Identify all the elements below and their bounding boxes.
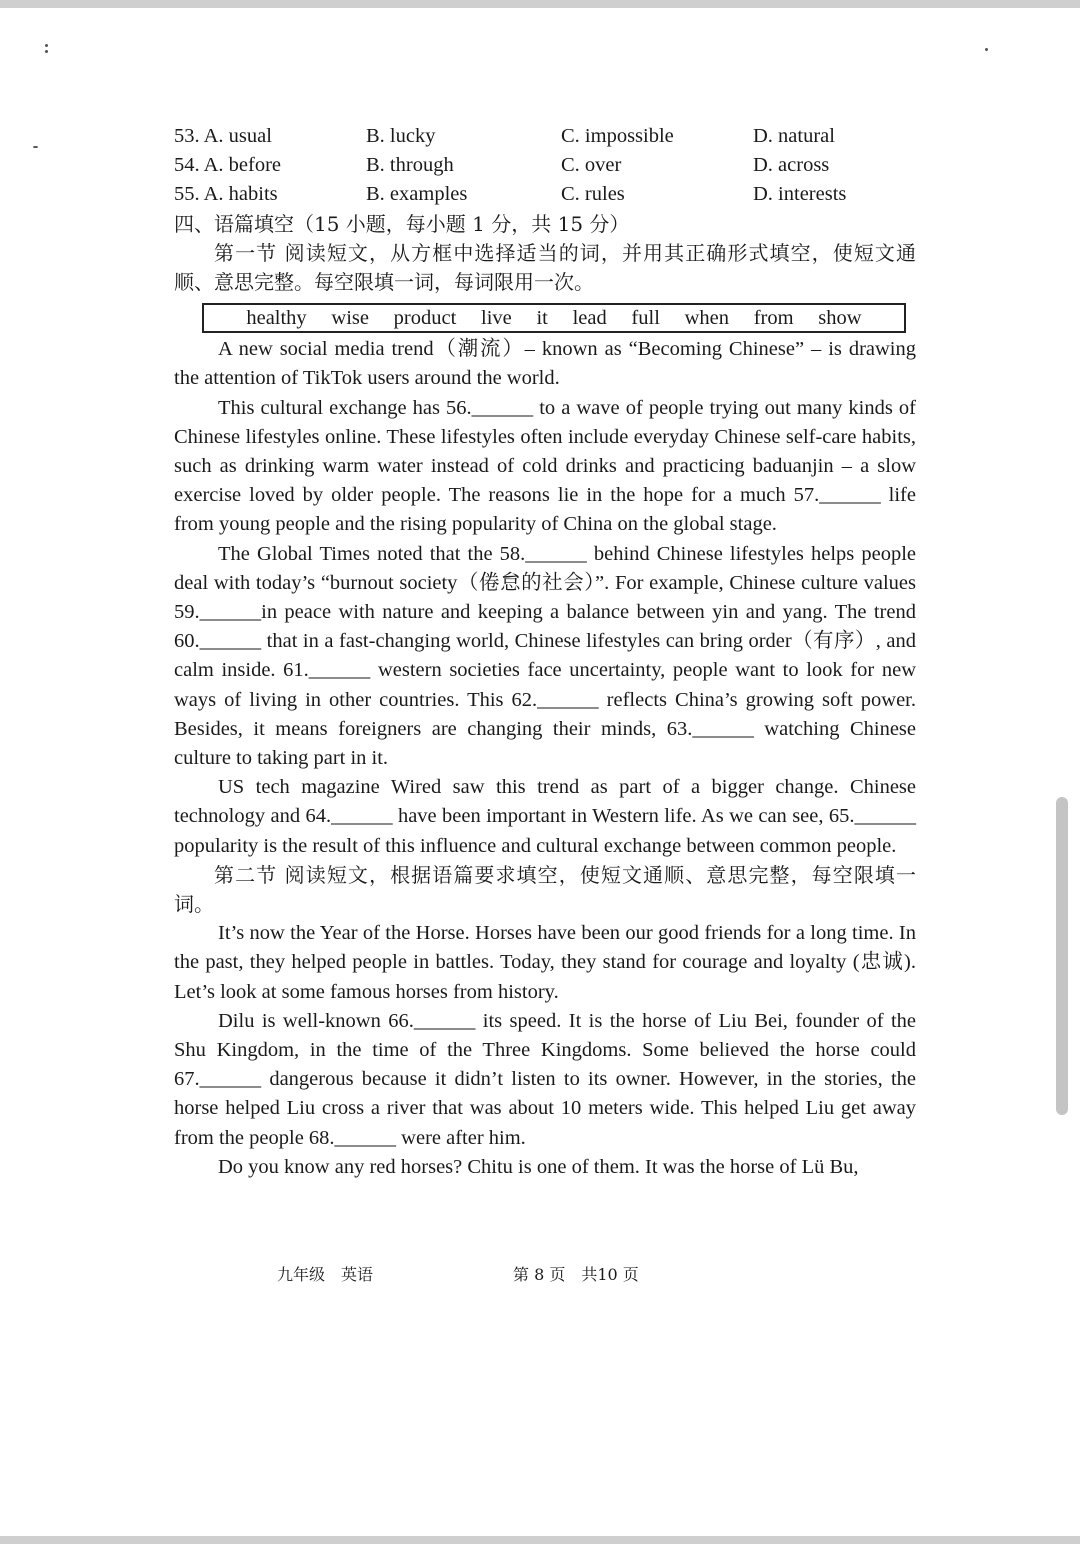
word-box-item: from — [753, 306, 794, 329]
option-a: 53. A. usual — [174, 125, 272, 147]
scan-speck — [45, 44, 48, 47]
passage-two-paragraph: Dilu is well-known 66.______ its speed. It is the horse of Liu Bei, founder of the Shu Kingdom, in the time of the Three Kingdoms. Some believed the horse could 67.______ dangerous because it didn’t listen to its owner. However, in the stories, the horse helped Liu cross a river that was about 10 meters wide. This helped Liu get away from the people 68.______ were after him. — [174, 1009, 916, 1149]
word-box-item: product — [393, 306, 457, 329]
option-a: 55. A. habits — [174, 183, 278, 206]
word-box-item: wise — [331, 306, 369, 329]
passage-two-paragraph: It’s now the Year of the Horse. Horses have been our good friends for a long time. In the past, they helped people in battles. Today, they stand for courage and loyalty (忠诚). Let’s look at some famous horses from history. — [174, 922, 916, 1003]
option-b: B. through — [366, 154, 454, 177]
passage-one-paragraph: The Global Times noted that the 58.______ behind Chinese lifestyles helps people deal with today’s “burnout society（倦怠的社会）”. For example, Chinese culture values 59.______in peace with nature and keeping a balance between yin and yang. The trend 60.______ that in a fast-changing world, Chinese lifestyles can bring order（有序）, and calm inside. 61.______ western societies face uncertainty, people want to look for new ways of living in other countries. This 62.______ reflects China’s growing soft power. Besides, it means foreigners are changing their minds, 63.______ watching Chinese culture to taking part in it. — [174, 542, 916, 770]
part-one-instruction: 第一节 阅读短文，从方框中选择适当的词，并用其正确形式填空，使短文通顺、意思完整。每空限填一词，每词限用一次。 — [174, 240, 916, 294]
passage-two-paragraph: Do you know any red horses? Chitu is one of them. It was the horse of Lü Bu, — [218, 1155, 859, 1178]
scrollbar-thumb[interactable] — [1056, 797, 1068, 1115]
passage-one-paragraph: US tech magazine Wired saw this trend as part of a bigger change. Chinese technology and 64.______ have been important in Western life. As we can see, 65.______ popularity is the result of this influence and cultural exchange between common people. — [174, 776, 916, 857]
option-d: D. across — [753, 154, 830, 177]
word-box-item: show — [818, 306, 862, 329]
word-box-item: live — [481, 306, 512, 329]
top-edge-bar — [0, 0, 1080, 8]
exam-page — [174, 122, 916, 1182]
option-row-54 — [174, 151, 916, 180]
section-heading: 四、语篇填空（15 小题，每小题 1 分，共 15 分） — [174, 211, 630, 236]
option-d: D. interests — [753, 183, 847, 206]
option-b: B. examples — [366, 183, 468, 206]
option-d: D. natural — [753, 125, 835, 147]
scan-speck — [33, 146, 38, 148]
part-two-instruction: 第二节 阅读短文，根据语篇要求填空，使短文通顺、意思完整，每空限填一词。 — [174, 862, 916, 917]
option-b: B. lucky — [366, 125, 436, 147]
bottom-edge-bar — [0, 1536, 1080, 1544]
footer-page-number: 第 8 页 共10 页 — [513, 1265, 639, 1284]
word-box — [202, 303, 906, 333]
scan-speck — [45, 50, 48, 53]
scan-speck — [985, 48, 988, 51]
option-c: C. rules — [561, 183, 625, 206]
word-box-item: full — [631, 306, 660, 329]
footer-grade-subject: 九年级 英语 — [277, 1265, 374, 1284]
option-c: C. over — [561, 154, 622, 177]
word-box-item: healthy — [246, 306, 307, 329]
option-row-53 — [174, 122, 916, 151]
passage-one-paragraph: A new social media trend（潮流）– known as “Becoming Chinese” – is drawing the attention of TikTok users around the world. — [174, 338, 916, 390]
word-box-item: it — [536, 306, 548, 329]
options-block — [174, 122, 916, 210]
option-row-55 — [174, 180, 916, 209]
option-c: C. impossible — [561, 125, 674, 147]
word-box-item: lead — [572, 306, 607, 329]
option-a: 54. A. before — [174, 154, 282, 177]
passage-one-paragraph: This cultural exchange has 56.______ to a wave of people trying out many kinds of Chinese lifestyles online. These lifestyles often include everyday Chinese self-care habits, such as drinking warm water instead of cold drinks and practicing baduanjin – a slow exercise loved by older people. The reasons lie in the hope for a much 57.______ life from young people and the rising popularity of China on the global stage. — [174, 396, 916, 536]
word-box-item: when — [684, 306, 729, 329]
page-footer — [277, 1262, 697, 1286]
